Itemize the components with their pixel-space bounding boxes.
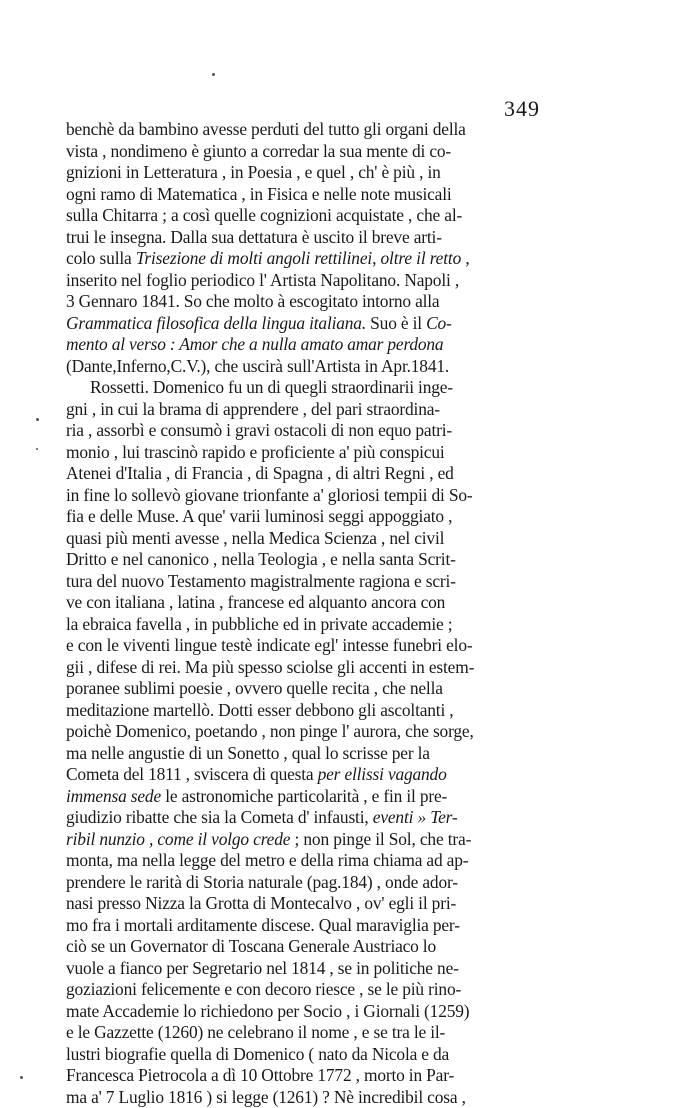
text-line [66,764,666,786]
text-line [66,162,666,184]
text-segment: 3 Gennaro 1841. So che molto à escogitato intorno alla [66,291,439,311]
text-line [66,463,666,485]
ink-speck [36,448,38,450]
text-segment: monta, ma nella legge del metro e della rima chiama ad ap- [66,850,468,870]
text-line [66,1022,666,1044]
text-line [66,227,666,249]
text-line [66,506,666,528]
text-segment: tura del nuovo Testamento magistralmente ragiona e scri- [66,571,456,591]
italic-text-segment: Co- [426,313,452,333]
text-line [66,743,666,765]
text-segment: goziazioni felicemente e con decoro riesce , se le più rino- [66,979,461,999]
text-segment: vuole a fianco per Segretario nel 1814 , se in politiche ne- [66,958,459,978]
text-line [66,399,666,421]
text-segment: mo fra i mortali arditamente discese. Qual maraviglia per- [66,915,460,935]
text-line [66,119,666,141]
text-segment: Suo è il [366,313,426,333]
ink-speck [20,1076,23,1079]
text-line [66,528,666,550]
text-segment: e con le viventi lingue testè indicate egl' intesse funebri elo- [66,635,473,655]
text-line [66,721,666,743]
text-segment: monio , lui trascinò rapido e proficiente a' più conspicui [66,442,445,462]
ink-speck [212,73,215,76]
text-line [66,291,666,313]
text-segment: poranee sublimi poesie , ovvero quelle recita , che nella [66,678,443,698]
text-segment: prendere le rarità di Storia naturale (pag.184) , onde ador- [66,872,458,892]
page-number: 349 [504,96,540,122]
text-line [66,549,666,571]
text-line [66,356,666,378]
text-segment: fia e delle Muse. A que' varii luminosi seggi appoggiato , [66,506,452,526]
text-line [66,958,666,980]
text-segment: ma a' 7 Luglio 1816 ) si legge (1261) ? Nè incredibil cosa , [66,1087,466,1107]
text-line [66,592,666,614]
text-line [66,635,666,657]
italic-text-segment: ribil nunzio , come il volgo crede [66,829,290,849]
text-line [66,377,666,399]
ink-speck [36,418,39,421]
text-segment: Francesca Pietrocola a dì 10 Ottobre 1772 , morto in Par- [66,1065,454,1085]
text-line [66,979,666,1001]
italic-text-segment: immensa sede [66,786,161,806]
text-line [66,786,666,808]
text-line [66,442,666,464]
text-segment: ogni ramo di Matematica , in Fisica e nelle note musicali [66,184,452,204]
text-segment: sulla Chitarra ; a così quelle cognizioni acquistate , che al- [66,205,462,225]
text-line [66,614,666,636]
text-line [66,420,666,442]
text-segment: inserito nel foglio periodico l' Artista Napolitano. Napoli , [66,270,459,290]
text-line [66,678,666,700]
text-line [66,807,666,829]
text-line [66,657,666,679]
text-segment: ciò se un Governator di Toscana Generale Austriaco lo [66,936,436,956]
text-segment: gii , difese di rei. Ma più spesso sciolse gli accenti in estem- [66,657,474,677]
text-line [66,184,666,206]
text-segment: Atenei d'Italia , di Francia , di Spagna , di altri Regni , ed [66,463,454,483]
text-segment: la ebraica favella , in pubbliche ed in private accademie ; [66,614,452,634]
text-line [66,141,666,163]
text-segment: Rossetti. Domenico fu un di quegli straordinarii inge- [90,377,453,397]
text-segment: , [461,248,469,268]
text-line [66,850,666,872]
text-segment: nasi presso Nizza la Grotta di Montecalvo , ov' egli il pri- [66,893,456,913]
text-line [66,1001,666,1023]
text-segment: Cometa del 1811 , sviscera di questa [66,764,318,784]
text-line [66,334,666,356]
italic-text-segment: mento al verso : Amor che a nulla amato amar perdona [66,334,443,354]
text-segment: e le Gazzette (1260) ne celebrano il nome , e se tra le il- [66,1022,445,1042]
text-line [66,205,666,227]
text-segment: meditazione martellò. Dotti esser debbono gli ascoltanti , [66,700,453,720]
text-segment: le astronomiche particolarità , e fin il pre- [161,786,447,806]
text-segment: vista , nondimeno è giunto a corredar la sua mente di co- [66,141,451,161]
text-segment: mate Accademie lo richiedono per Socio , i Giornali (1259) [66,1001,469,1021]
body-text [66,119,666,1108]
text-line [66,700,666,722]
text-segment: (Dante,Inferno,C.V.), che uscirà sull'Artista in Apr.1841. [66,356,449,376]
text-segment: in fine lo sollevò giovane trionfante a' gloriosi tempii di So- [66,485,473,505]
text-line [66,915,666,937]
text-line [66,571,666,593]
text-segment: ve con italiana , latina , francese ed alquanto ancora con [66,592,445,612]
text-segment: poichè Domenico, poetando , non pinge l' aurora, che sorge, [66,721,474,741]
text-line [66,936,666,958]
text-line [66,893,666,915]
text-line [66,872,666,894]
text-segment: , [372,248,380,268]
text-line [66,829,666,851]
text-segment: ria , assorbì e consumò i gravi ostacoli di non equo patri- [66,420,452,440]
text-segment: Dritto e nel canonico , nella Teologia , e nella santa Scrit- [66,549,456,569]
text-line [66,248,666,270]
text-line [66,1044,666,1066]
text-segment: trui le insegna. Dalla sua dettatura è uscito il breve arti- [66,227,442,247]
text-segment: quasi più menti avesse , nella Medica Scienza , nel civil [66,528,444,548]
italic-text-segment: Grammatica filosofica della lingua italiana. [66,313,366,333]
text-line [66,313,666,335]
text-line [66,1087,666,1108]
text-line [66,270,666,292]
text-segment: colo sulla [66,248,136,268]
text-segment: benchè da bambino avesse perduti del tutto gli organi della [66,119,466,139]
italic-text-segment: oltre il retto [381,248,462,268]
text-line [66,1065,666,1087]
text-segment: gnizioni in Letteratura , in Poesia , e quel , ch' è più , in [66,162,441,182]
text-segment: ; non pinge il Sol, che tra- [290,829,471,849]
italic-text-segment: per ellissi vagando [318,764,447,784]
italic-text-segment: eventi » Ter- [373,807,458,827]
text-segment: gni , in cui la brama di apprendere , del pari straordina- [66,399,440,419]
text-segment: ma nelle angustie di un Sonetto , qual lo scrisse per la [66,743,430,763]
text-segment: giudizio ribatte che sia la Cometa d' infausti, [66,807,373,827]
italic-text-segment: Trisezione di molti angoli rettilinei [136,248,372,268]
text-line [66,485,666,507]
text-segment: lustri biografie quella di Domenico ( nato da Nicola e da [66,1044,449,1064]
